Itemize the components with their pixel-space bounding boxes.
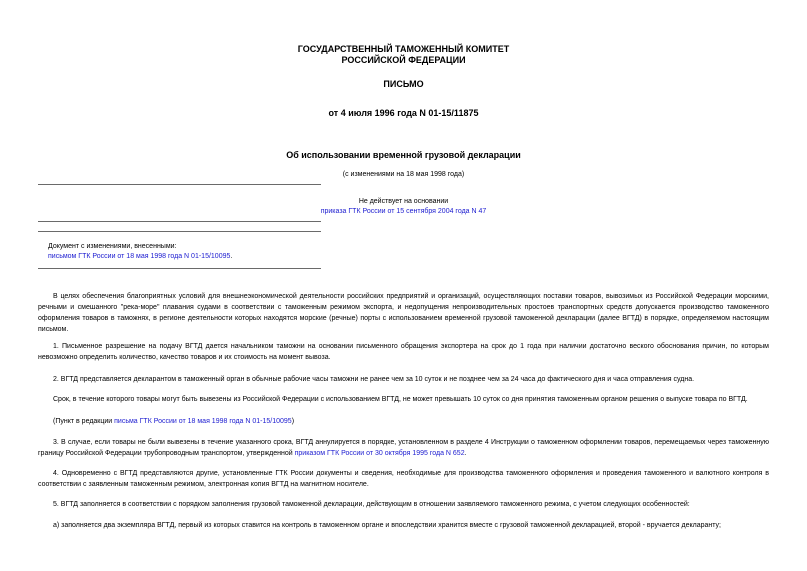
repeal-order-link[interactable]: приказа ГТК России от 15 сентября 2004 года N 47 [320,208,487,215]
paragraph-5: 5. ВГТД заполняется в соответствии с порядком заполнения грузовой таможенной декларации, действующим в отношении заявляемого таможенного режима, с учетом следующих особенностей: [53,501,690,508]
paragraph-4: 4. Одновременно с ВГТД представляются другие, установленные ГТК России документы и сведения, необходимые для производства таможенного оформления и проведения таможенного и валютного контроля в соответствии с заявленным таможенным режимом, электронная копия ВГТД на магнитном носителе. [38,470,769,488]
changes-box-period: . [230,253,233,260]
order-652-link[interactable]: приказом ГТК России от 30 октября 1995 года N 652 [294,450,465,457]
paragraph-3-end: . [464,450,467,457]
note-prefix: (Пункт в редакции [53,418,115,425]
paragraph-5a: а) заполняется два экземпляра ВГТД, первый из которых ставится на контроль в таможенном органе и впоследствии хранится вместе с грузовой таможенной декларацией, второй - вручается декларанту; [53,522,721,529]
paragraph-2-term: Срок, в течение которого товары могут быть вывезены из Российской Федерации с использованием ВГТД, не может превышать 10 суток со дня принятия таможенным органом решения о выпуске товара по ВГТД. [53,396,748,403]
paragraph-3 [38,437,769,459]
paragraph-intro: В целях обеспечения благоприятных условий для внешнеэкономической деятельности российских предприятий и организаций, осуществляющих поставки товаров, вывозимых из Российской Федерации морскими, речными и смешанного "река-море" плавания судами в соответствии с таможенным режимом экспорта, и недопущения непроизводительных простоев транспортных средств допускается производство таможенного оформления товаров в таможнях, в регионе деятельности которых находятся морские (речные) порты с использованием временной грузовой таможенной декларации (далее ВГТД) в порядке, определяемом настоящим письмом. [38,293,769,333]
divider [38,221,321,222]
status-link-row [0,207,807,216]
document-type: ПИСЬМО [383,79,424,89]
amendments-note: (с изменениями на 18 мая 1998 года) [342,171,465,178]
note-suffix: ) [291,418,295,425]
paragraph-3-text: 3. В случае, если товары не были вывезены в течение указанного срока, ВГТД аннулируется в порядке, установленном в разделе 4 Инструкции о таможенном оформлении товаров, перемещаемых через таможенную границу Российской Федерации трубопроводным транспортом, утвержденной [38,439,769,457]
document-date-number: от 4 июля 1996 года N 01-15/11875 [328,108,479,118]
changes-box-link-row [48,252,232,262]
document-title: Об использовании временной грузовой декларации [286,150,521,160]
divider [38,268,321,269]
status-text: Не действует на основании [358,198,449,205]
divider [38,184,321,185]
amending-letter-link[interactable]: письмом ГТК России от 18 мая 1998 года N 01-15/10095 [48,253,231,260]
issuer-name-line2: РОССИЙСКОЙ ФЕДЕРАЦИИ [341,55,466,65]
issuer-name-line1: ГОСУДАРСТВЕННЫЙ ТАМОЖЕННЫЙ КОМИТЕТ [297,44,510,54]
paragraph-2-note [38,416,769,427]
paragraph-2: 2. ВГТД представляется декларантом в таможенный орган в обычные рабочие часы таможни не ранее чем за 10 суток и не позднее чем за 24 часа до фактического дня и часа отправления судна. [53,376,695,383]
note-amendment-link[interactable]: письма ГТК России от 18 мая 1998 года N 01-15/10095 [114,418,292,425]
divider [38,231,321,232]
changes-box-label: Документ с изменениями, внесенными: [48,243,177,250]
paragraph-1: 1. Письменное разрешение на подачу ВГТД дается начальником таможни на основании письменного обращения экспортера на срок до 1 года при наличии достаточно веского обоснования причин, по которым невозможно определить количество, качество товаров и их стоимость на момент вывоза. [38,343,769,361]
